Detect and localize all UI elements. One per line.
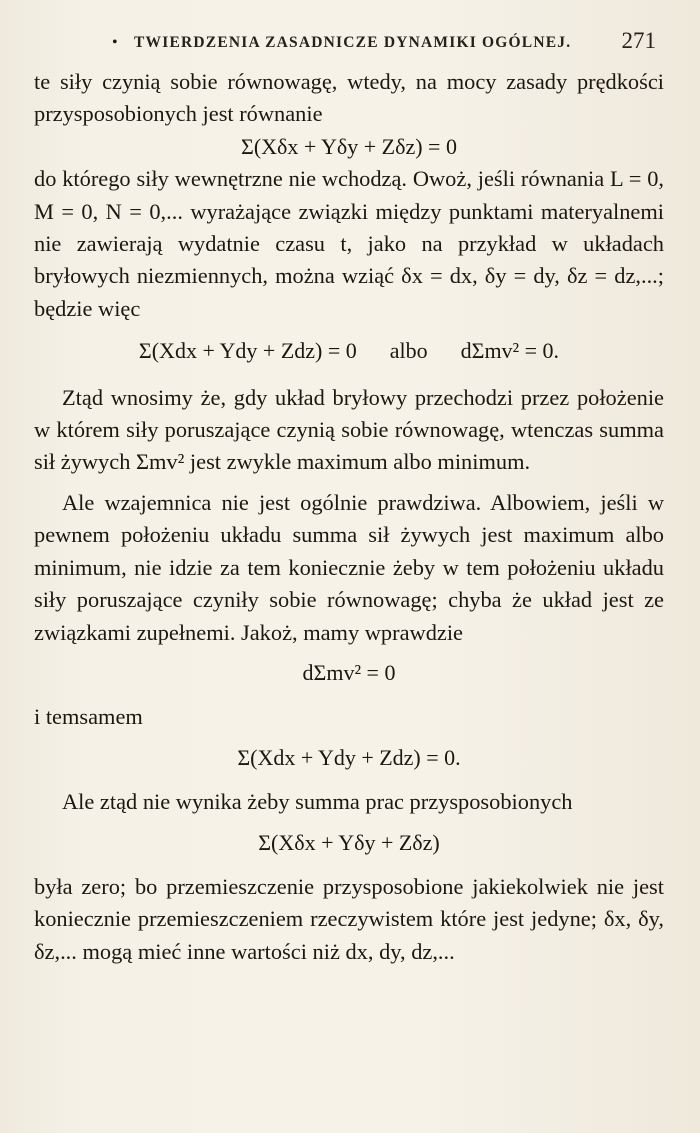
equation-3: dΣmv² = 0	[302, 659, 396, 685]
paragraph-2: do którego siły wewnętrzne nie wchodzą. Owoż, jeśli równania L = 0, M = 0, N = 0,... wyrażające związki między punktami materyalnemi nie zawierają wydatnie czasu t, jako na przykład w układach bryłowych niezmiennych, można wziąć δx = dx, δy = dy, δz = dz,...; będzie więc	[34, 166, 664, 321]
equation-5: Σ(Xδx + Yδy + Zδz)	[258, 829, 440, 855]
page-body	[34, 66, 664, 968]
running-header	[112, 28, 656, 58]
paragraph-4: Ale wzajemnica nie jest ogólnie prawdziwa. Albowiem, jeśli w pewnem położeniu układu summa sił żywych jest maximum albo minimum, nie idzie za tem koniecznie żeby w tem położeniu układu siły poruszające czyniły sobie równowagę; chyba że układ jest ze związkami zupełnemi. Jakoż, mamy wprawdzie	[34, 489, 664, 645]
paragraph-1: te siły czynią sobie równowagę, wtedy, na mocy zasady prędkości przysposobionych jest równanie	[34, 69, 664, 127]
header-title: TWIERDZENIA ZASADNICZE DYNAMIKI OGÓLNEJ.	[134, 34, 572, 51]
equation-1: Σ(Xδx + Yδy + Zδz) = 0	[241, 133, 457, 159]
paragraph-3: Ztąd wnosimy że, gdy układ bryłowy przechodzi przez położenie w którem siły poruszające czynią sobie równowagę, wtenczas summa sił żywych Σmv² jest zwykle maximum albo minimum.	[34, 384, 664, 475]
equation-2: Σ(Xdx + Ydy + Zdz) = 0 albo dΣmv² = 0.	[138, 338, 560, 364]
paragraph-5: i temsamem	[34, 704, 143, 730]
paragraph-gap	[34, 479, 664, 487]
page-number: 271	[621, 28, 656, 53]
paragraph-7: była zero; bo przemieszczenie przysposobione jakiekolwiek nie jest koniecznie przemieszczeniem rzeczywistem które jest jedyne; δx, δy, δz,... mogą mieć inne wartości niż dx, dy, dz,...	[34, 873, 664, 964]
paragraph-6: Ale ztąd nie wynika żeby summa prac przysposobionych	[62, 789, 573, 815]
equation-4: Σ(Xdx + Ydy + Zdz) = 0.	[237, 744, 461, 770]
header-bullet: •	[112, 34, 118, 51]
